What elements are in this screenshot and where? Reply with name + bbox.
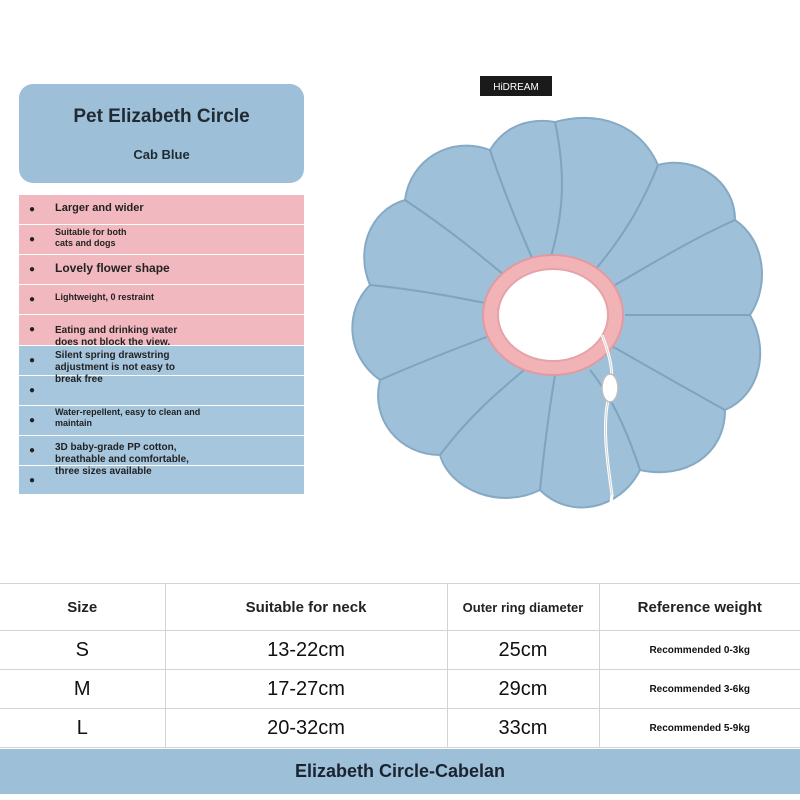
column-header: Reference weight	[599, 584, 800, 631]
diameter-cell: 29cm	[447, 670, 599, 709]
product-title: Pet Elizabeth Circle	[73, 106, 250, 127]
bullet: ●	[29, 234, 36, 245]
diameter-cell: 33cm	[447, 709, 599, 748]
neck-cell: 17-27cm	[165, 670, 447, 709]
bullet: ●	[29, 415, 36, 426]
bullet: ●	[29, 204, 36, 215]
table-row	[0, 670, 800, 709]
bullet: ●	[29, 264, 36, 275]
footer-banner: Elizabeth Circle-Cabelan	[0, 749, 800, 794]
flower-collar-image	[340, 70, 770, 540]
feature-item: ● 3D baby-grade PP cotton, breathable and comfortable, three sizes available	[19, 436, 304, 465]
size-cell: S	[0, 631, 165, 670]
size-cell: M	[0, 670, 165, 709]
product-color: Cab Blue	[133, 147, 190, 162]
table-header-row	[0, 584, 800, 631]
bullet: ●	[29, 324, 36, 335]
weight-cell: Recommended 3-6kg	[599, 670, 800, 709]
bullet: ●	[29, 385, 36, 396]
feature-item: ● Eating and drinking water does not block the view.	[19, 315, 304, 345]
weight-cell: Recommended 0-3kg	[599, 631, 800, 670]
neck-cell: 13-22cm	[165, 631, 447, 670]
size-table	[0, 583, 800, 748]
bullet: ●	[29, 355, 36, 366]
feature-item: ● Silent spring drawstring adjustment is not easy to break free	[19, 346, 304, 375]
weight-cell: Recommended 5-9kg	[599, 709, 800, 748]
feature-item: ● Larger and wider	[19, 195, 304, 224]
feature-item: ● Water-repellent, easy to clean and maintain	[19, 406, 304, 435]
column-header: Size	[0, 584, 165, 631]
feature-item: ● Suitable for both cats and dogs	[19, 225, 304, 254]
bullet: ●	[29, 294, 36, 305]
feature-item: ● Lovely flower shape	[19, 255, 304, 284]
diameter-cell: 25cm	[447, 631, 599, 670]
table-row	[0, 709, 800, 748]
neck-cell: 20-32cm	[165, 709, 447, 748]
column-header: Outer ring diameter	[447, 584, 599, 631]
size-cell: L	[0, 709, 165, 748]
column-header: Suitable for neck	[165, 584, 447, 631]
inner-neck-ring	[483, 255, 623, 375]
brand-tag-label: HiDREAM	[493, 82, 539, 93]
bullet: ●	[29, 475, 36, 486]
bullet: ●	[29, 445, 36, 456]
brand-tag	[480, 76, 552, 96]
title-card	[19, 84, 304, 183]
feature-item: ● Lightweight, 0 restraint	[19, 285, 304, 314]
table-row	[0, 631, 800, 670]
